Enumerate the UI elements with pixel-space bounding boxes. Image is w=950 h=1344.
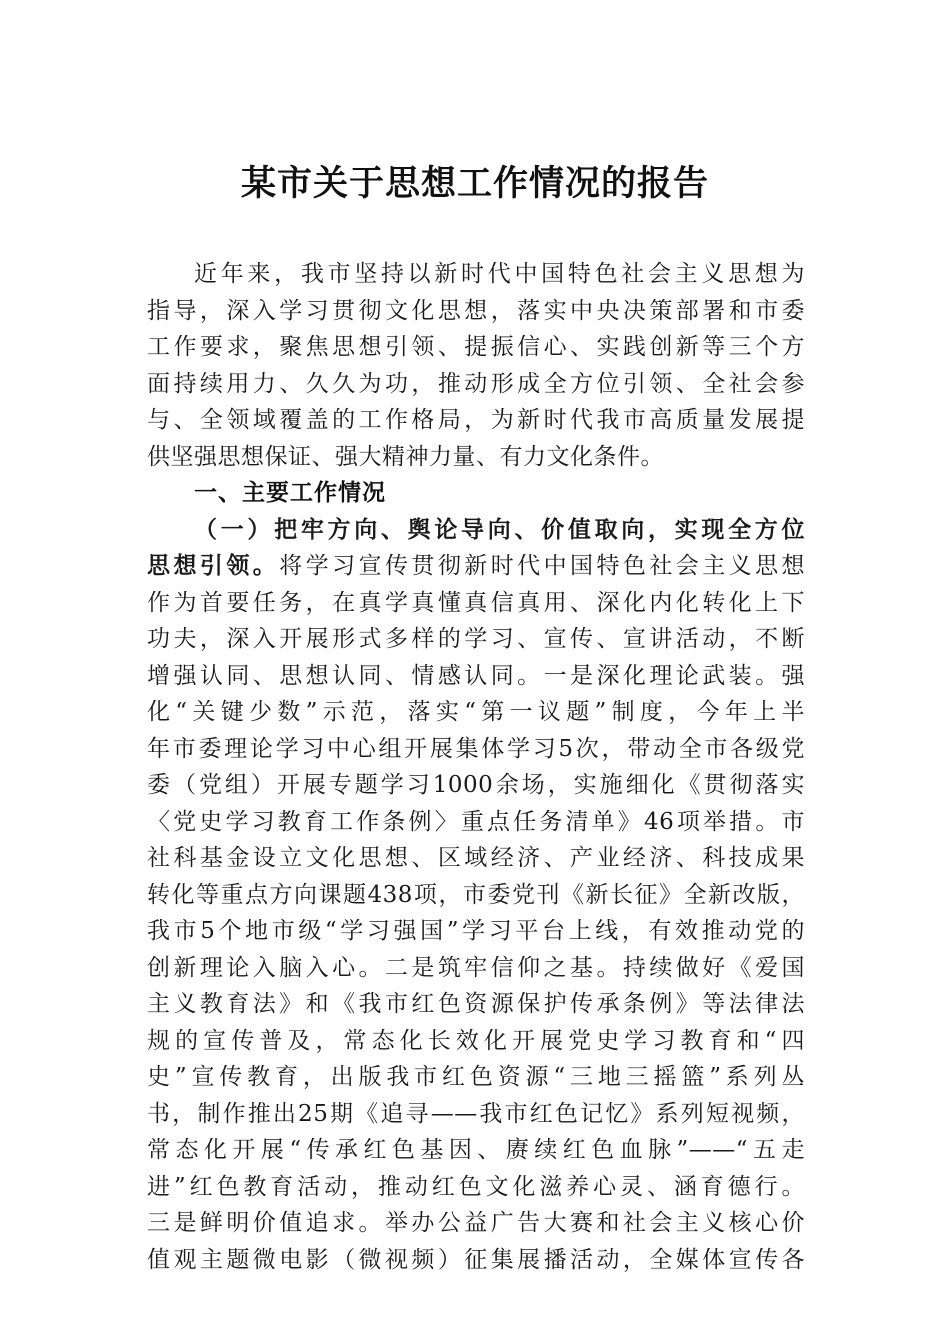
paragraph-line: 增强认同、思想认同、情感认同。一是深化理论武装。强 [147, 662, 805, 689]
paragraph-line: 史”宣传教育，出版我市红色资源“三地三摇篮”系列丛 [147, 1064, 805, 1090]
paragraph-line: 主义教育法》和《我市红色资源保护传承条例》等法律法 [147, 991, 805, 1017]
paragraph-line: 进”红色教育活动，推动红色文化滋养心灵、涵育德行。 [147, 1173, 805, 1200]
subsection-heading: （一）把牢方向、舆论导向、价值取向，实现全方位 [194, 515, 805, 543]
section-heading: 一、主要工作情况 [194, 480, 386, 506]
paragraph-line [147, 548, 805, 585]
paragraph-line: 规的宣传普及，常态化长效化开展党史学习教育和“四 [147, 1027, 805, 1054]
document-body [147, 256, 805, 1278]
paragraph-line: 功夫，深入开展形式多样的学习、宣传、宣讲活动，不断 [147, 626, 805, 652]
paragraph-line: 书，制作推出25期《追寻——我市红色记忆》系列短视频， [147, 1100, 805, 1127]
paragraph-line: 工作要求，聚焦思想引领、提振信心、实践创新等三个方 [147, 334, 805, 360]
paragraph-line: 面持续用力、久久为功，推动形成全方位引领、全社会参 [147, 370, 805, 397]
paragraph-line: 指导，深入学习贯彻文化思想，落实中央决策部署和市委 [147, 297, 805, 324]
document-title: 某市关于思想工作情况的报告 [240, 163, 709, 204]
paragraph-line: 与、全领域覆盖的工作格局，为新时代我市高质量发展提 [147, 407, 805, 433]
paragraph-line: 委（党组）开展专题学习1000余场，实施细化《贯彻落实 [147, 772, 805, 798]
paragraph-line: 化“关键少数”示范，落实“第一议题”制度，今年上半 [147, 699, 805, 725]
paragraph-line: 作为首要任务，在真学真懂真信真用、深化内化转化上下 [147, 589, 805, 616]
paragraph-line: 〈党史学习教育工作条例〉重点任务清单》46项举措。市 [147, 808, 805, 835]
paragraph-line: 社科基金设立文化思想、区域经济、产业经济、科技成果 [147, 845, 805, 871]
paragraph-line: 我市5个地市级“学习强国”学习平台上线，有效推动党的 [147, 918, 805, 944]
paragraph-line: 常态化开展“传承红色基因、赓续红色血脉”——“五走 [147, 1137, 805, 1163]
paragraph-line: 供坚强思想保证、强大精神力量、有力文化条件。 [147, 443, 664, 470]
paragraph-line: 值观主题微电影（微视频）征集展播活动，全媒体宣传各 [147, 1246, 805, 1273]
paragraph-text: 将学习宣传贯彻新时代中国特色社会主义思想 [279, 553, 805, 579]
paragraph-line: 近年来，我市坚持以新时代中国特色社会主义思想为 [194, 261, 805, 287]
paragraph-line: 转化等重点方向课题438项，市委党刊《新长征》全新改版， [147, 881, 805, 908]
paragraph-line: 创新理论入脑入心。二是筑牢信仰之基。持续做好《爱国 [147, 954, 805, 981]
paragraph-line: 三是鲜明价值追求。举办公益广告大赛和社会主义核心价 [147, 1210, 805, 1236]
subsection-heading-end: 思想引领。 [147, 552, 280, 579]
paragraph-line: 年市委理论学习中心组开展集体学习5次，带动全市各级党 [147, 735, 805, 762]
